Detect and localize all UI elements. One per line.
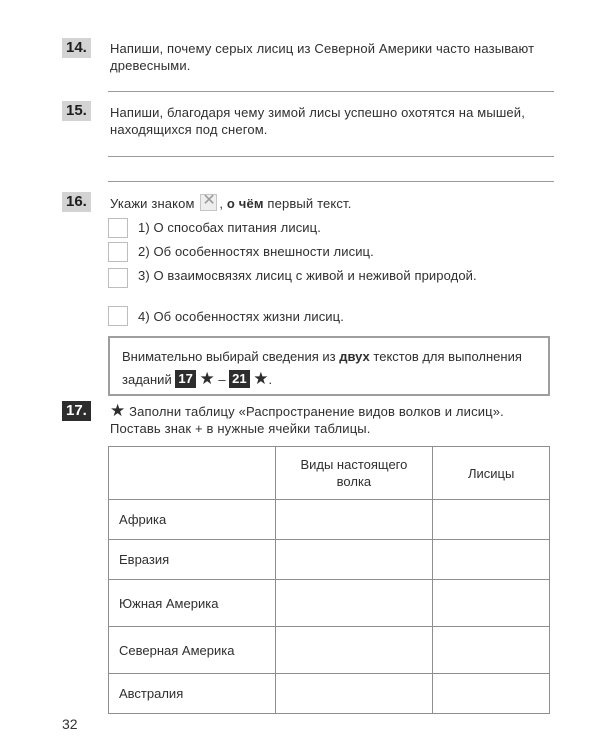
cell-south-america-wolves[interactable] bbox=[275, 580, 433, 627]
cell-north-america-wolves[interactable] bbox=[275, 627, 433, 674]
notice-box bbox=[108, 336, 550, 396]
answer-line-14[interactable] bbox=[108, 91, 554, 92]
task-number-16: 16. bbox=[62, 192, 91, 212]
notice-text-bold: двух bbox=[339, 349, 370, 364]
cell-australia-foxes[interactable] bbox=[433, 674, 550, 714]
notice-text bbox=[122, 346, 542, 391]
notice-text-after: текстов для выполнения заданий bbox=[122, 349, 522, 387]
cell-eurasia-wolves[interactable] bbox=[275, 540, 433, 580]
cell-australia-wolves[interactable] bbox=[275, 674, 433, 714]
cross-mark-icon: ✕ bbox=[202, 192, 216, 209]
option-1-label: 1) О способах питания лисиц. bbox=[138, 220, 321, 235]
star-icon: ★ bbox=[199, 369, 215, 388]
row-label-australia: Австралия bbox=[109, 674, 276, 714]
answer-line-15b[interactable] bbox=[108, 181, 554, 182]
table-row bbox=[109, 500, 550, 540]
row-label-north-america: Северная Америка bbox=[109, 627, 276, 674]
option-4-checkbox[interactable] bbox=[108, 306, 128, 326]
task-17-instruction: Заполни таблицу «Распространение видов волков и лисиц». Поставь знак + в нужные ячейки таблицы. bbox=[110, 404, 504, 436]
table-row bbox=[109, 580, 550, 627]
table-header-wolves: Виды настоящего волка bbox=[275, 447, 433, 500]
option-3-label: 3) О взаимосвязях лисиц с живой и неживой природой. bbox=[138, 268, 477, 283]
task-16-text: Укажи знаком ✕ , о чём первый текст. bbox=[110, 192, 352, 211]
task-17-text bbox=[110, 402, 555, 437]
option-3-checkbox[interactable] bbox=[108, 268, 128, 288]
cell-south-america-foxes[interactable] bbox=[433, 580, 550, 627]
cell-africa-foxes[interactable] bbox=[433, 500, 550, 540]
cell-eurasia-foxes[interactable] bbox=[433, 540, 550, 580]
row-label-africa: Африка bbox=[109, 500, 276, 540]
table-row bbox=[109, 627, 550, 674]
task-16-text-bold: о чём bbox=[226, 196, 264, 211]
task-16-text-after: первый текст. bbox=[267, 196, 352, 211]
option-2-checkbox[interactable] bbox=[108, 242, 128, 262]
row-label-eurasia: Евразия bbox=[109, 540, 276, 580]
cell-north-america-foxes[interactable] bbox=[433, 627, 550, 674]
task-number-14: 14. bbox=[62, 38, 91, 58]
row-label-south-america: Южная Америка bbox=[109, 580, 276, 627]
notice-end: . bbox=[268, 372, 273, 387]
table-row bbox=[109, 674, 550, 714]
star-icon: ★ bbox=[253, 369, 269, 388]
notice-text-before: Внимательно выбирай сведения из bbox=[122, 349, 336, 364]
cell-africa-wolves[interactable] bbox=[275, 500, 433, 540]
option-2-label: 2) Об особенностях внешности лисиц. bbox=[138, 244, 374, 259]
task-number-15: 15. bbox=[62, 101, 91, 121]
table-header-empty bbox=[109, 447, 276, 500]
star-icon: ★ bbox=[110, 401, 126, 420]
option-1-checkbox[interactable] bbox=[108, 218, 128, 238]
task-14-text: Напиши, почему серых лисиц из Северной Америки часто называют древесными. bbox=[110, 41, 535, 73]
task-tag-17: 17 bbox=[175, 370, 195, 388]
task-16-text-before: Укажи знаком bbox=[110, 196, 195, 211]
answer-line-15a[interactable] bbox=[108, 156, 554, 157]
task-number-17: 17. bbox=[62, 401, 91, 421]
table-row bbox=[109, 540, 550, 580]
table-header-foxes: Лисицы bbox=[433, 447, 550, 500]
task-tag-21: 21 bbox=[229, 370, 249, 388]
distribution-table bbox=[108, 446, 550, 714]
task-15-text: Напиши, благодаря чему зимой лисы успешно охотятся на мышей, находящихся под снегом. bbox=[110, 105, 525, 137]
notice-dash: – bbox=[218, 372, 226, 387]
page-number: 32 bbox=[62, 716, 78, 732]
option-4-label: 4) Об особенностях жизни лисиц. bbox=[138, 309, 344, 324]
